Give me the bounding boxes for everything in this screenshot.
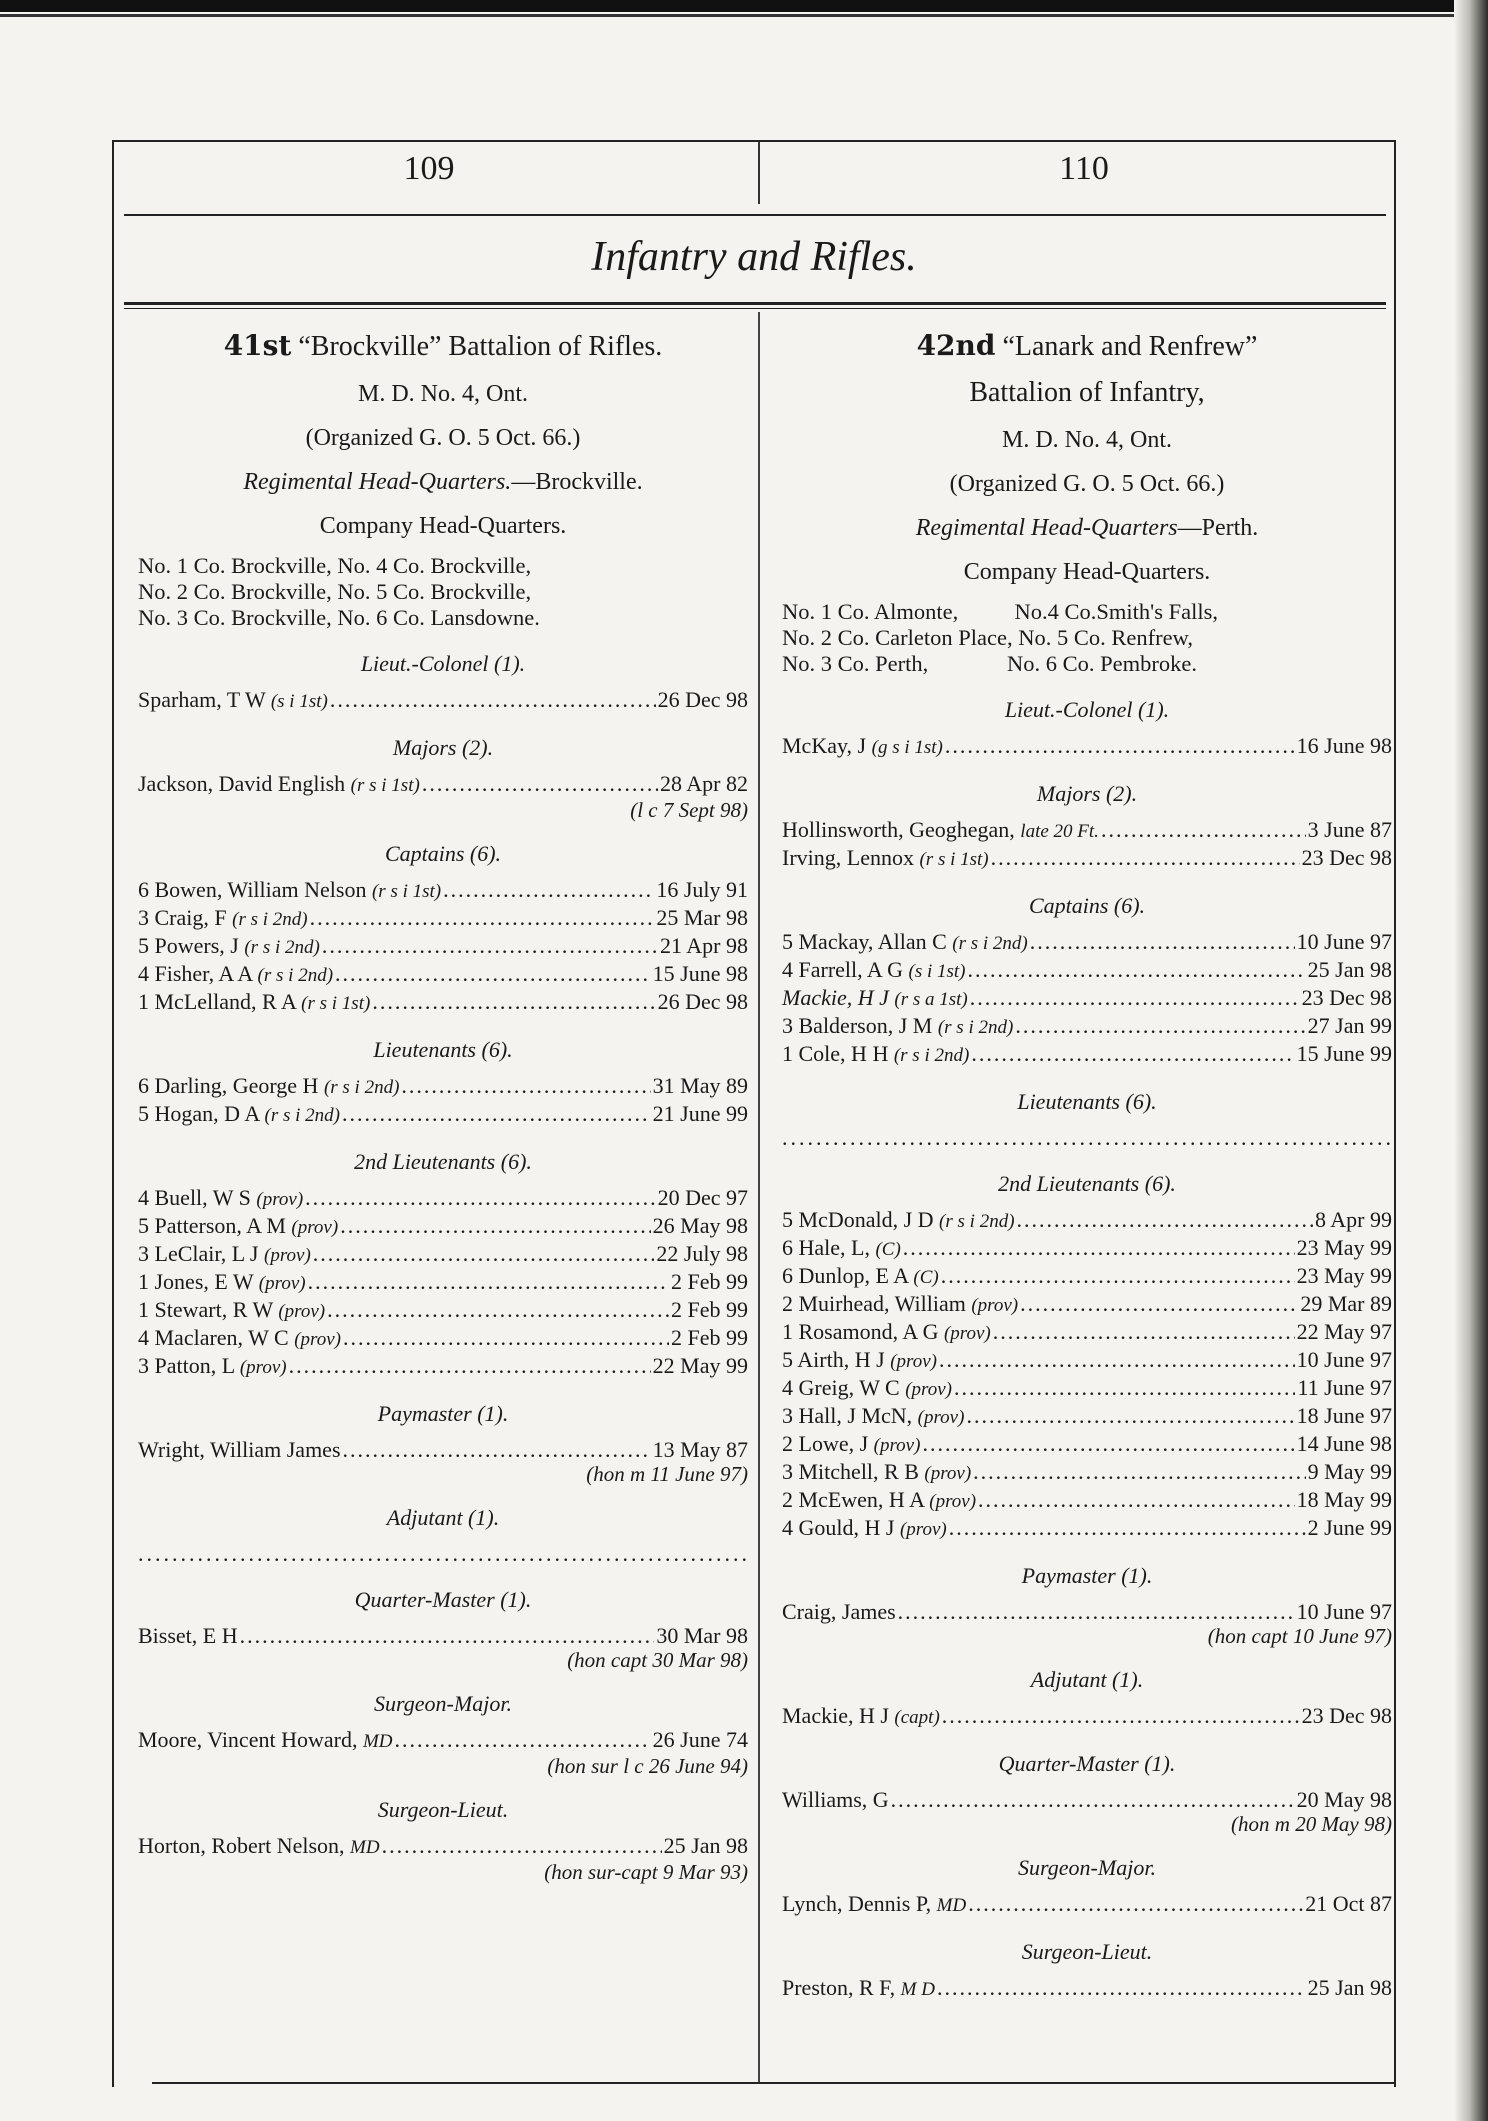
officer-entry (782, 957, 1392, 985)
company-line: No. 2 Co. Brockville, No. 5 Co. Brockville, (138, 579, 532, 604)
section-rule-thin (124, 308, 1386, 309)
rank-heading: Majors (2). (392, 735, 494, 760)
officer-qual: (r s i 2nd) (232, 909, 308, 930)
scan-top-band (0, 0, 1488, 12)
officer-date: 25 Jan 98 (663, 1833, 748, 1858)
officer-entry (138, 687, 748, 715)
officer-qual: (prov) (294, 1329, 341, 1350)
officer-date: 26 Dec 98 (657, 687, 748, 712)
officer-name: 3 LeClair, L J (138, 1241, 259, 1266)
officer-entry (782, 1235, 1392, 1263)
officer-qual: (r s i 2nd) (323, 1077, 400, 1098)
officer-name: 2 Lowe, J (782, 1431, 869, 1456)
officer-name: 6 Bowen, William Nelson (138, 877, 367, 902)
regimental-hq-label: Regimental Head-Quarters. (243, 469, 512, 495)
rank-heading: 2nd Lieutenants (6). (354, 1149, 532, 1174)
officer-name: 2 Muirhead, William (782, 1291, 966, 1316)
officer-note-text: (hon sur-capt 9 Mar 93) (544, 1860, 748, 1884)
officer-date: 28 Apr 82 (660, 771, 748, 796)
officer-qual: MD (350, 1837, 380, 1858)
officer-name: 6 Hale, L, (782, 1235, 870, 1260)
officer-date: 15 June 98 (652, 961, 748, 986)
officer-name: 4 Greig, W C (782, 1375, 900, 1400)
officer-date: 23 May 99 (1296, 1263, 1392, 1288)
officer-date: 2 Feb 99 (671, 1325, 748, 1350)
officer-entry (782, 733, 1392, 761)
officer-name: Mackie, H J (782, 985, 889, 1010)
officer-note (138, 1463, 748, 1485)
officer-name: 1 Jones, E W (138, 1269, 254, 1294)
officer-qual: (prov) (929, 1491, 977, 1512)
regimental-hq-value: —Perth. (1177, 515, 1259, 541)
unit-heading (138, 326, 748, 367)
officer-entry (138, 1185, 748, 1213)
officer-date: 21 June 99 (652, 1101, 748, 1126)
officer-name: 3 Patton, L (138, 1353, 235, 1378)
rank-heading: Surgeon-Major. (1018, 1855, 1156, 1880)
officer-entry (782, 1375, 1392, 1403)
officer-entry (782, 1013, 1392, 1041)
officer-date: 15 June 99 (1296, 1041, 1392, 1066)
page-number-divider (758, 142, 760, 204)
officer-date: 21 Apr 98 (660, 933, 748, 958)
officer-qual: (r s i 1st) (919, 849, 989, 870)
officer-entry (782, 1403, 1392, 1431)
officer-qual: (g s i 1st) (871, 737, 943, 758)
officer-entry (138, 877, 748, 905)
officer-name: 6 Darling, George H (138, 1073, 319, 1098)
officer-note (138, 799, 748, 821)
officer-entry (138, 1073, 748, 1101)
officer-note (138, 1649, 748, 1671)
officer-name: 3 Craig, F (138, 905, 227, 930)
unit-number: 41st (223, 329, 292, 362)
officer-date: 16 June 98 (1296, 733, 1392, 758)
rank-heading: Surgeon-Lieut. (1021, 1939, 1153, 1964)
officer-name: Hollinsworth, Geoghegan, (782, 817, 1015, 842)
officer-qual: (prov) (917, 1407, 965, 1428)
officer-date: 10 June 97 (1296, 1347, 1392, 1372)
officer-entry (138, 933, 748, 961)
officer-name: Horton, Robert Nelson, (138, 1833, 345, 1858)
officer-entry (782, 1515, 1392, 1543)
officer-entry (138, 1269, 748, 1297)
rank-heading: Captains (6). (1028, 893, 1146, 918)
officer-date: 26 May 98 (652, 1213, 748, 1238)
officer-entry (782, 817, 1392, 845)
officer-note (138, 1755, 748, 1777)
officer-qual: (prov) (256, 1189, 304, 1210)
rank-heading: Adjutant (1). (386, 1505, 500, 1530)
regimental-hq-value: —Brockville. (511, 469, 643, 495)
military-district: M. D. No. 4, Ont. (357, 381, 528, 407)
rank-heading: Majors (2). (1036, 781, 1138, 806)
officer-name: McKay, J (782, 733, 867, 758)
officer-entry (782, 1347, 1392, 1375)
officer-entry (138, 1101, 748, 1129)
rank-heading: Adjutant (1). (1030, 1667, 1144, 1692)
regimental-hq (782, 511, 1392, 545)
rank-heading: Quarter-Master (1). (998, 1751, 1176, 1776)
roster-page (112, 140, 1396, 2087)
officer-name: 1 Stewart, R W (138, 1297, 273, 1322)
officer-entry (782, 1431, 1392, 1459)
rank-heading: Captains (6). (384, 841, 502, 866)
officer-name: 3 Balderson, J M (782, 1013, 933, 1038)
officer-note-text: (hon m 20 May 98) (1231, 1812, 1392, 1836)
scan-top-band-line (0, 14, 1488, 17)
officer-qual: (prov) (291, 1217, 339, 1238)
officer-qual: (r s i 2nd) (244, 937, 320, 958)
officer-date: 10 June 97 (1296, 929, 1392, 954)
officer-qual: (r s a 1st) (894, 989, 968, 1010)
section-rule-thick (124, 302, 1386, 305)
officer-date: 23 May 99 (1296, 1235, 1392, 1260)
rank-heading: Lieutenants (6). (373, 1037, 513, 1062)
officer-date: 8 Apr 99 (1315, 1207, 1392, 1232)
officer-qual: (r s i 1st) (301, 993, 371, 1014)
rank-heading: Quarter-Master (1). (354, 1587, 532, 1612)
officer-date: 10 June 97 (1296, 1599, 1392, 1624)
officer-qual: M D (900, 1979, 935, 2000)
officer-entry (782, 1207, 1392, 1235)
company-hq-heading: Company Head-Quarters. (319, 513, 567, 539)
officer-qual: (r s i 1st) (350, 775, 420, 796)
officer-name: 3 Mitchell, R B (782, 1459, 919, 1484)
officer-entry (782, 985, 1392, 1013)
officer-qual: (prov) (943, 1323, 991, 1344)
officer-name: 4 Farrell, A G (782, 957, 903, 982)
officer-name: 6 Dunlop, E A (782, 1263, 908, 1288)
officer-qual: (prov) (924, 1463, 972, 1484)
officer-entry (138, 1325, 748, 1353)
officer-note-text: (l c 7 Sept 98) (630, 798, 748, 822)
officer-date: 30 Mar 98 (656, 1623, 748, 1648)
regimental-hq-label: Regimental Head-Quarters (915, 515, 1178, 541)
officer-entry (782, 1487, 1392, 1515)
rank-heading: Lieutenants (6). (1017, 1089, 1157, 1114)
officer-qual: MD (936, 1895, 967, 1916)
officer-entry (138, 905, 748, 933)
officer-date: 31 May 89 (652, 1073, 748, 1098)
company-line: No. 1 Co. Almonte, No.4 Co.Smith's Falls, (782, 599, 1218, 624)
officer-name: Sparham, T W (138, 687, 266, 712)
officer-qual: late 20 Ft. (1020, 821, 1099, 842)
vacant-line (138, 1541, 748, 1567)
officer-name: Jackson, David English (138, 771, 346, 796)
officer-qual: (prov) (905, 1379, 953, 1400)
officer-name: 4 Gould, H J (782, 1515, 895, 1540)
officer-name: Lynch, Dennis P, (782, 1891, 932, 1916)
officer-name: 3 Hall, J McN, (782, 1403, 913, 1428)
officer-date: 23 Dec 98 (1301, 845, 1392, 870)
officer-entry (782, 1291, 1392, 1319)
officer-date: 26 Dec 98 (657, 989, 748, 1014)
officer-date: 9 May 99 (1307, 1459, 1392, 1484)
officer-date: 18 June 97 (1296, 1403, 1392, 1428)
officer-name: Mackie, H J (782, 1703, 889, 1728)
officer-entry (138, 1833, 748, 1861)
officer-date: 11 June 97 (1297, 1375, 1392, 1400)
officer-date: 22 July 98 (656, 1241, 748, 1266)
officer-entry (138, 771, 748, 799)
officer-name: Wright, William James (138, 1437, 341, 1462)
officer-name: 2 McEwen, H A (782, 1487, 924, 1512)
officer-date: 20 Dec 97 (657, 1185, 748, 1210)
officer-date: 14 June 98 (1296, 1431, 1392, 1456)
officer-entry (782, 929, 1392, 957)
officer-qual: (s i 1st) (908, 961, 966, 982)
officer-name: 5 Hogan, D A (138, 1101, 259, 1126)
officer-name: Bisset, E H (138, 1623, 238, 1648)
book-gutter-shadow (1454, 0, 1488, 2121)
officer-qual: (prov) (890, 1351, 937, 1372)
officer-entry (782, 1319, 1392, 1347)
officer-qual: (r s i 1st) (371, 881, 442, 902)
officer-qual: (r s i 2nd) (264, 1105, 340, 1126)
officer-date: 13 May 87 (652, 1437, 748, 1462)
officer-qual: (r s i 2nd) (893, 1045, 970, 1066)
officer-name: 5 Patterson, A M (138, 1213, 286, 1238)
officer-qual: (s i 1st) (270, 691, 328, 712)
rank-heading: Lieut.-Colonel (1). (1004, 697, 1170, 722)
officer-date: 18 May 99 (1296, 1487, 1392, 1512)
rank-heading: Surgeon-Major. (374, 1691, 512, 1716)
left-page-number: 109 (403, 150, 455, 187)
officer-qual: (r s i 2nd) (952, 933, 1028, 954)
officer-entry (138, 1353, 748, 1381)
company-line: No. 1 Co. Brockville, No. 4 Co. Brockville, (138, 553, 532, 578)
officer-date: 16 July 91 (656, 877, 748, 902)
regimental-hq (138, 465, 748, 499)
officer-entry (782, 1787, 1392, 1813)
unit-name: “Lanark and Renfrew” (1002, 331, 1258, 362)
officer-date: 2 Feb 99 (671, 1269, 748, 1294)
officer-entry (138, 961, 748, 989)
officer-note-text: (hon m 11 June 97) (586, 1462, 748, 1486)
officer-note-text: (hon capt 10 June 97) (1207, 1624, 1392, 1648)
officer-qual: (prov) (971, 1295, 1019, 1316)
officer-date: 25 Jan 98 (1307, 957, 1392, 982)
officer-qual: (capt) (894, 1707, 940, 1728)
officer-note-text: (hon capt 30 Mar 98) (567, 1648, 748, 1672)
officer-date: 29 Mar 89 (1300, 1291, 1392, 1316)
military-district: M. D. No. 4, Ont. (1001, 427, 1172, 453)
officer-entry (138, 1241, 748, 1269)
company-line: No. 3 Co. Brockville, No. 6 Co. Lansdowne. (138, 605, 540, 630)
rank-heading: Paymaster (1). (1021, 1563, 1153, 1588)
officer-qual: (r s i 2nd) (257, 965, 334, 986)
officer-name: 4 Buell, W S (138, 1185, 251, 1210)
unit-heading (782, 326, 1392, 367)
section-title: Infantry and Rifles. (591, 234, 917, 280)
officer-entry (782, 1263, 1392, 1291)
officer-entry (782, 845, 1392, 873)
right-column-42nd (782, 320, 1392, 2003)
unit-heading-line2: Battalion of Infantry, (969, 377, 1205, 408)
officer-name: 5 McDonald, J D (782, 1207, 934, 1232)
officer-qual: (prov) (899, 1519, 947, 1540)
rank-heading: Paymaster (1). (377, 1401, 509, 1426)
officer-date: 2 Feb 99 (671, 1297, 748, 1322)
company-list (138, 553, 748, 631)
company-line: No. 3 Co. Perth, No. 6 Co. Pembroke. (782, 651, 1197, 676)
company-hq-heading: Company Head-Quarters. (963, 559, 1211, 585)
officer-entry (782, 1703, 1392, 1731)
page-bottom-rule (152, 2082, 1396, 2084)
officer-entry (138, 1623, 748, 1649)
company-line: No. 2 Co. Carleton Place, No. 5 Co. Renfrew, (782, 625, 1193, 650)
officer-name: Williams, G (782, 1787, 889, 1812)
rank-heading: Lieut.-Colonel (1). (360, 651, 526, 676)
officer-date: 27 Jan 99 (1307, 1013, 1392, 1038)
organized-note: (Organized G. O. 5 Oct. 66.) (949, 471, 1225, 497)
officer-qual: (prov) (258, 1273, 306, 1294)
officer-name: Irving, Lennox (782, 845, 914, 870)
officer-date: 3 June 87 (1307, 817, 1392, 842)
officer-name: Craig, James (782, 1599, 896, 1624)
officer-entry (782, 1459, 1392, 1487)
officer-note (782, 1813, 1392, 1835)
officer-entry (782, 1041, 1392, 1069)
officer-qual: (prov) (264, 1245, 311, 1266)
officer-name: 1 Cole, H H (782, 1041, 889, 1066)
officer-qual: (C) (875, 1239, 901, 1260)
officer-name: Preston, R F, (782, 1975, 896, 2000)
officer-entry (782, 1975, 1392, 2003)
officer-qual: (prov) (873, 1435, 921, 1456)
officer-date: 22 May 97 (1296, 1319, 1392, 1344)
officer-name: 4 Fisher, A A (138, 961, 253, 986)
officer-note-text: (hon sur l c 26 June 94) (547, 1754, 748, 1778)
officer-date: 2 June 99 (1307, 1515, 1392, 1540)
officer-note (782, 1625, 1392, 1647)
officer-entry (138, 1213, 748, 1241)
left-column-41st (138, 320, 748, 1887)
column-divider (758, 312, 760, 2084)
officer-name: 5 Mackay, Allan C (782, 929, 947, 954)
officer-date: 21 Oct 87 (1305, 1891, 1392, 1916)
officer-entry (782, 1891, 1392, 1919)
officer-date: 25 Jan 98 (1307, 1975, 1392, 2000)
officer-name: Moore, Vincent Howard, (138, 1727, 358, 1752)
officer-entry (138, 989, 748, 1017)
unit-name: “Brockville” Battalion of Rifles. (298, 331, 663, 362)
officer-entry (782, 1599, 1392, 1625)
officer-date: 22 May 99 (652, 1353, 748, 1378)
organized-note: (Organized G. O. 5 Oct. 66.) (305, 425, 581, 451)
officer-qual: (prov) (239, 1357, 287, 1378)
officer-qual: (r s i 2nd) (939, 1211, 1015, 1232)
officer-qual: MD (362, 1731, 393, 1752)
rank-heading: Surgeon-Lieut. (377, 1797, 509, 1822)
officer-date: 20 May 98 (1296, 1787, 1392, 1812)
right-page-number: 110 (1059, 150, 1109, 187)
officer-entry (138, 1297, 748, 1325)
officer-name: 1 Rosamond, A G (782, 1319, 939, 1344)
officer-date: 23 Dec 98 (1301, 1703, 1392, 1728)
unit-number: 42nd (916, 329, 996, 362)
officer-name: 5 Powers, J (138, 933, 239, 958)
officer-name: 5 Airth, H J (782, 1347, 885, 1372)
officer-date: 25 Mar 98 (656, 905, 748, 930)
officer-name: 1 McLelland, R A (138, 989, 296, 1014)
officer-date: 26 June 74 (652, 1727, 748, 1752)
officer-qual: (prov) (278, 1301, 326, 1322)
officer-entry (138, 1437, 748, 1463)
officer-note (138, 1861, 748, 1883)
vacant-line (782, 1125, 1392, 1151)
company-list (782, 599, 1392, 677)
officer-entry (138, 1727, 748, 1755)
officer-date: 23 Dec 98 (1301, 985, 1392, 1010)
officer-name: 4 Maclaren, W C (138, 1325, 289, 1350)
officer-qual: (C) (913, 1267, 939, 1288)
rank-heading: 2nd Lieutenants (6). (998, 1171, 1176, 1196)
officer-qual: (r s i 2nd) (937, 1017, 1014, 1038)
